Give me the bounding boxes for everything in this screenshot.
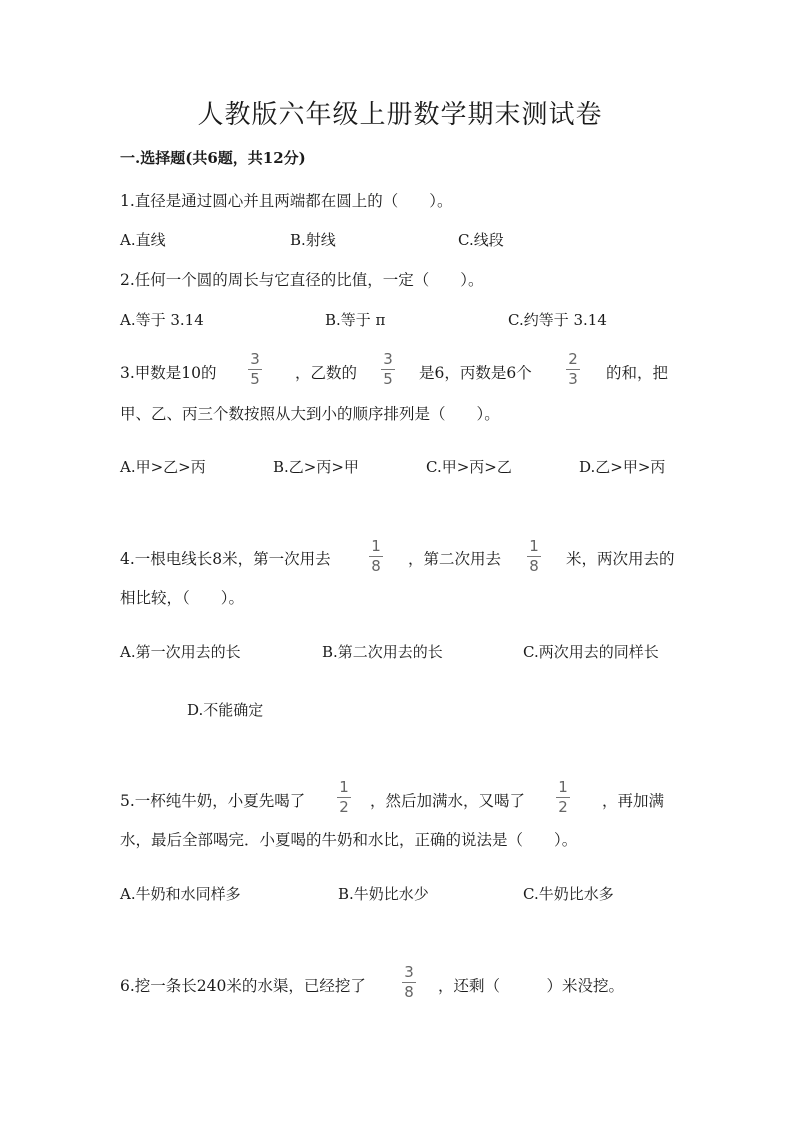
fraction-denominator: 3 <box>568 370 578 388</box>
fraction-numerator: 3 <box>383 350 393 368</box>
question-6-text-part-1: 6.挖一条长240米的水渠，已经挖了 <box>120 977 366 995</box>
question-3-option-a: A.甲>乙>丙 <box>120 458 206 476</box>
question-6-text-part-2: ，还剩（ ）米没挖。 <box>438 977 625 995</box>
question-4-text-part-3: 米，两次用去的 <box>566 550 675 568</box>
question-3-option-d: D.乙>甲>丙 <box>579 458 666 476</box>
question-3-text-part-2: ，乙数的 <box>295 364 358 382</box>
page-title: 人教版六年级上册数学期末测试卷 <box>197 100 603 130</box>
fraction-denominator: 8 <box>404 983 414 1001</box>
fraction <box>566 352 580 387</box>
question-4-option-a: A.第一次用去的长 <box>120 643 241 661</box>
fraction <box>337 780 351 815</box>
question-3-option-b: B.乙>丙>甲 <box>273 458 359 476</box>
fraction <box>381 352 395 387</box>
fraction-denominator: 8 <box>529 557 539 575</box>
question-4-option-d: D.不能确定 <box>187 701 264 719</box>
question-3-option-c: C.甲>丙>乙 <box>426 458 512 476</box>
question-4-text-line-2: 相比较，（ ）。 <box>120 589 245 607</box>
fraction <box>248 352 262 387</box>
question-2-option-a: A.等于 3.14 <box>120 311 204 329</box>
question-2-option-b: B.等于 π <box>325 311 386 329</box>
question-4-text-part-2: ，第二次用去 <box>408 550 502 568</box>
question-3-text-part-1: 3.甲数是10的 <box>120 364 217 382</box>
question-5-option-c: C.牛奶比水多 <box>523 885 614 903</box>
fraction-numerator: 2 <box>568 350 578 368</box>
question-3-text-part-3: 是6，丙数是6个 <box>419 364 532 382</box>
fraction-denominator: 8 <box>371 557 381 575</box>
question-1-option-a: A.直线 <box>120 231 166 249</box>
question-4-text-part-1: 4.一根电线长8米，第一次用去 <box>120 550 331 568</box>
question-5-text-line-2: 水，最后全部喝完．小夏喝的牛奶和水比，正确的说法是（ ）。 <box>120 831 578 849</box>
question-4-option-c: C.两次用去的同样长 <box>523 643 659 661</box>
question-2-text: 2.任何一个圆的周长与它直径的比值，一定（ ）。 <box>120 271 484 289</box>
fraction <box>369 539 383 574</box>
fraction-numerator: 3 <box>404 963 414 981</box>
fraction-denominator: 2 <box>339 798 349 816</box>
section-heading: 一.选择题(共6题，共12分) <box>120 149 306 167</box>
question-1-text: 1.直径是通过圆心并且两端都在圆上的（ ）。 <box>120 192 453 210</box>
fraction-numerator: 3 <box>250 350 260 368</box>
question-5-option-a: A.牛奶和水同样多 <box>120 885 241 903</box>
question-5-option-b: B.牛奶比水少 <box>338 885 429 903</box>
fraction <box>556 780 570 815</box>
question-1-option-b: B.射线 <box>290 231 336 249</box>
question-3-text-line-2: 甲、乙、丙三个数按照从大到小的顺序排列是（ ）。 <box>120 405 500 423</box>
fraction-numerator: 1 <box>339 778 349 796</box>
question-5-text-part-3: ，再加满 <box>602 792 665 810</box>
fraction-denominator: 2 <box>558 798 568 816</box>
question-1-option-c: C.线段 <box>458 231 504 249</box>
question-5-text-part-2: ，然后加满水，又喝了 <box>370 792 526 810</box>
fraction-numerator: 1 <box>558 778 568 796</box>
question-3-text-part-4: 的和，把 <box>606 364 669 382</box>
fraction-denominator: 5 <box>250 370 260 388</box>
fraction-numerator: 1 <box>529 537 539 555</box>
fraction <box>527 539 541 574</box>
question-4-option-b: B.第二次用去的长 <box>322 643 443 661</box>
question-2-option-c: C.约等于 3.14 <box>508 311 607 329</box>
question-5-text-part-1: 5.一杯纯牛奶，小夏先喝了 <box>120 792 306 810</box>
fraction-denominator: 5 <box>383 370 393 388</box>
fraction <box>402 965 416 1000</box>
fraction-numerator: 1 <box>371 537 381 555</box>
